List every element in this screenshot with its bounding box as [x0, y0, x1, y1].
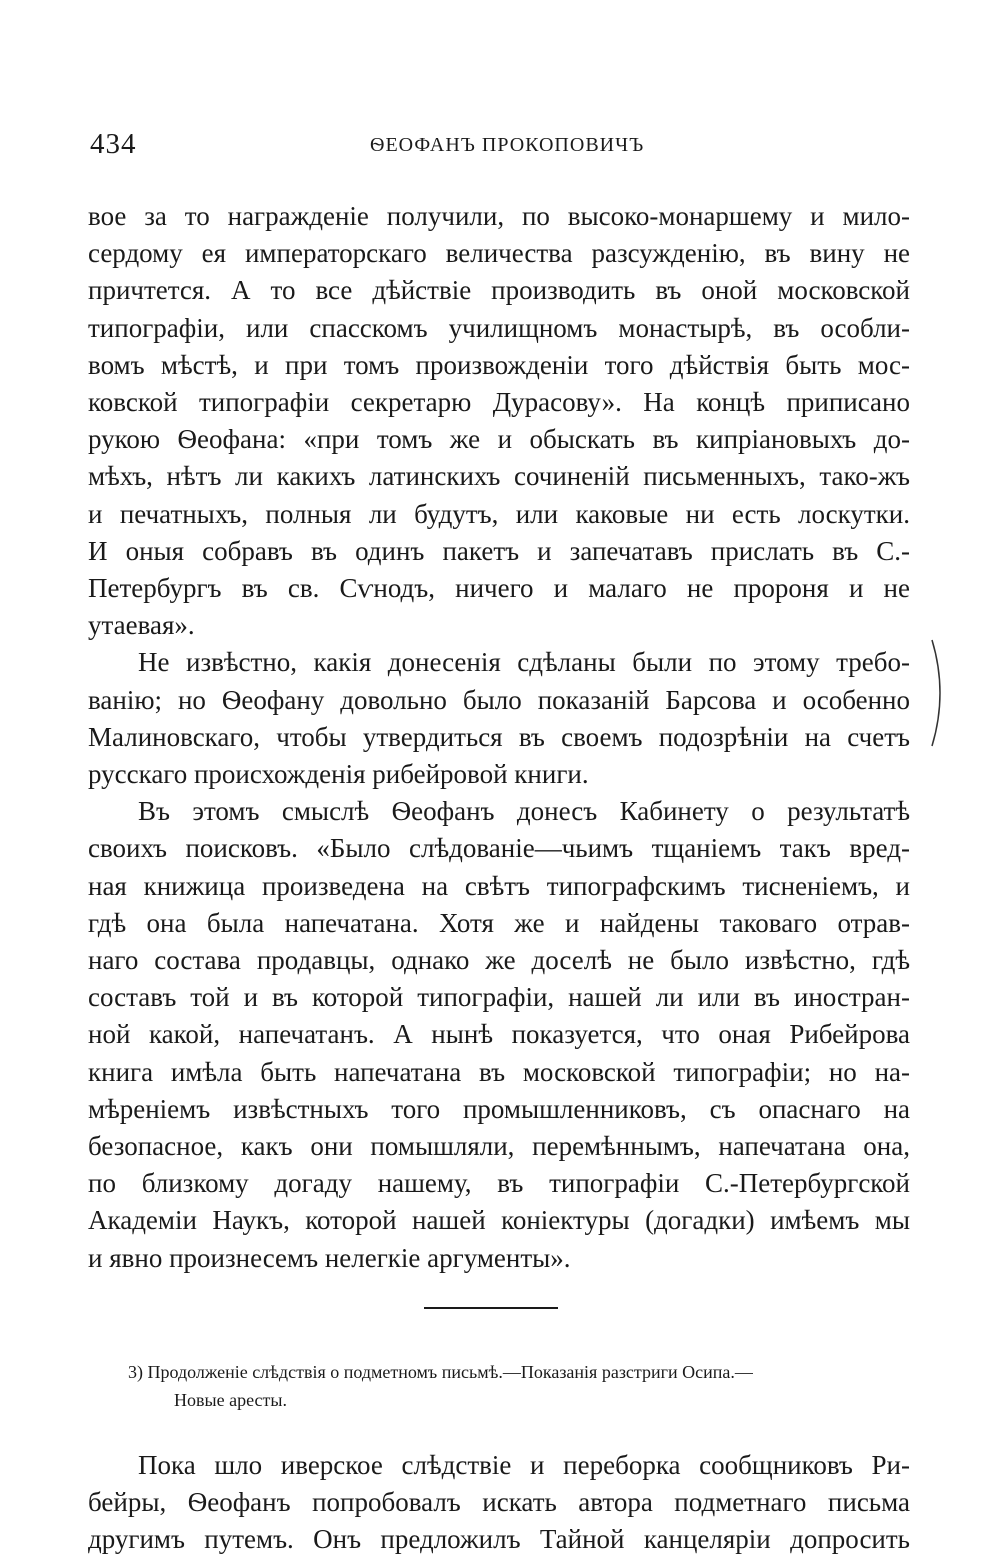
text-line: вомъ мѣстѣ, и при томъ произвожденіи того дѣйствія быть мос- — [88, 349, 910, 380]
text-line: сердому ея императорскаго величества разсужденію, въ вину не — [88, 238, 910, 269]
text-line: мѣхъ, нѣтъ ли какихъ латинскихъ сочиненій письменныхъ, тако-жъ — [88, 461, 910, 492]
text-line: ная книжица произведена на свѣтъ типографскимъ тисненіемъ, и — [88, 870, 910, 901]
text-line: мѣреніемъ извѣстныхъ того промышленниковъ, съ опаснаго на — [88, 1093, 910, 1124]
text-line: Малиновскаго, чтобы утвердиться въ своемъ подозрѣніи на счетъ — [88, 721, 910, 752]
text-line: составъ той и въ которой типографіи, нашей ли или въ иностран- — [88, 982, 910, 1013]
section-text — [88, 1447, 910, 1559]
text-line: типографіи, или спасскомъ училищномъ монастырѣ, въ особли- — [88, 312, 910, 343]
text-line: ной какой, напечатанъ. А нынѣ показуется, что оная Рибейрова — [88, 1019, 910, 1050]
paragraph-start-line: Въ этомъ смыслѣ Ѳеофанъ донесъ Кабинету о результатѣ — [138, 796, 910, 827]
main-text — [88, 198, 910, 1277]
section-divider — [424, 1307, 558, 1309]
text-line: бейры, Ѳеофанъ попробовалъ искать автора подметнаго письма — [88, 1487, 910, 1518]
paragraph-end-line: русскаго происхожденія рибейровой книги. — [88, 759, 589, 790]
paragraph-start-line: Не извѣстно, какія донесенія сдѣланы были по этому требо- — [138, 647, 910, 678]
section-heading-line: 3) Продолженіе слѣдствія о подметномъ письмѣ.—Показанія разстриги Осипа.— — [128, 1362, 753, 1382]
text-line: причтется. А то все дѣйствіе производить въ оной московской — [88, 275, 910, 306]
section-heading — [128, 1358, 888, 1414]
text-line: Петербургъ въ св. Сѵнодъ, ничего и малаго не пророня и не — [88, 573, 910, 604]
section-heading-line: Новые аресты. — [174, 1390, 287, 1410]
paragraph-end-line: утаевая». — [88, 610, 195, 641]
page-number: 434 — [90, 128, 137, 160]
text-line: безопасное, какъ они помышляли, перемѣннымъ, напечатана она, — [88, 1131, 910, 1162]
paragraph-start-line: Пока шло иверское слѣдствіе и переборка сообщниковъ Ри- — [138, 1450, 910, 1480]
text-line: по близкому догаду нашему, въ типографіи С.-Петербургской — [88, 1168, 910, 1199]
text-line: рукою Ѳеофана: «при томъ же и обыскать въ кипріановыхъ до- — [88, 424, 910, 455]
text-line: И оныя собравъ въ одинъ пакетъ и запечатавъ прислать въ С.- — [88, 535, 910, 566]
text-line: вое за то награжденіе получили, по высоко-монаршему и мило- — [88, 201, 910, 231]
text-line: гдѣ она была напечатана. Хотя же и найдены таковаго отрав- — [88, 907, 910, 938]
text-line: и печатныхъ, полныя ли будутъ, или каковые ни есть лоскутки. — [88, 498, 910, 529]
text-line: Академіи Наукъ, которой нашей конiектуры (догадки) имѣемъ мы — [88, 1205, 910, 1236]
text-line: другимъ путемъ. Онъ предложилъ Тайной канцеляріи допросить — [88, 1524, 910, 1555]
text-line: книга имѣла быть напечатана въ московской типографіи; но на- — [88, 1056, 910, 1087]
text-line: наго состава продавцы, однако же доселѣ не было извѣстно, гдѣ — [88, 945, 910, 976]
running-head — [90, 128, 910, 168]
margin-bracket-mark — [930, 638, 950, 748]
text-line: своихъ поисковъ. «Было слѣдованіе—чьимъ тщаніемъ такъ вред- — [88, 833, 910, 864]
text-line: ковской типографіи секретарю Дурасову». На концѣ приписано — [88, 387, 910, 418]
text-line: ванію; но Ѳеофану довольно было показаній Барсова и особенно — [88, 684, 910, 715]
running-title: ѲЕОФАНЪ ПРОКОПОВИЧЪ — [370, 134, 645, 156]
paragraph-end-line: и явно произнесемъ нелегкіе аргументы». — [88, 1242, 571, 1273]
